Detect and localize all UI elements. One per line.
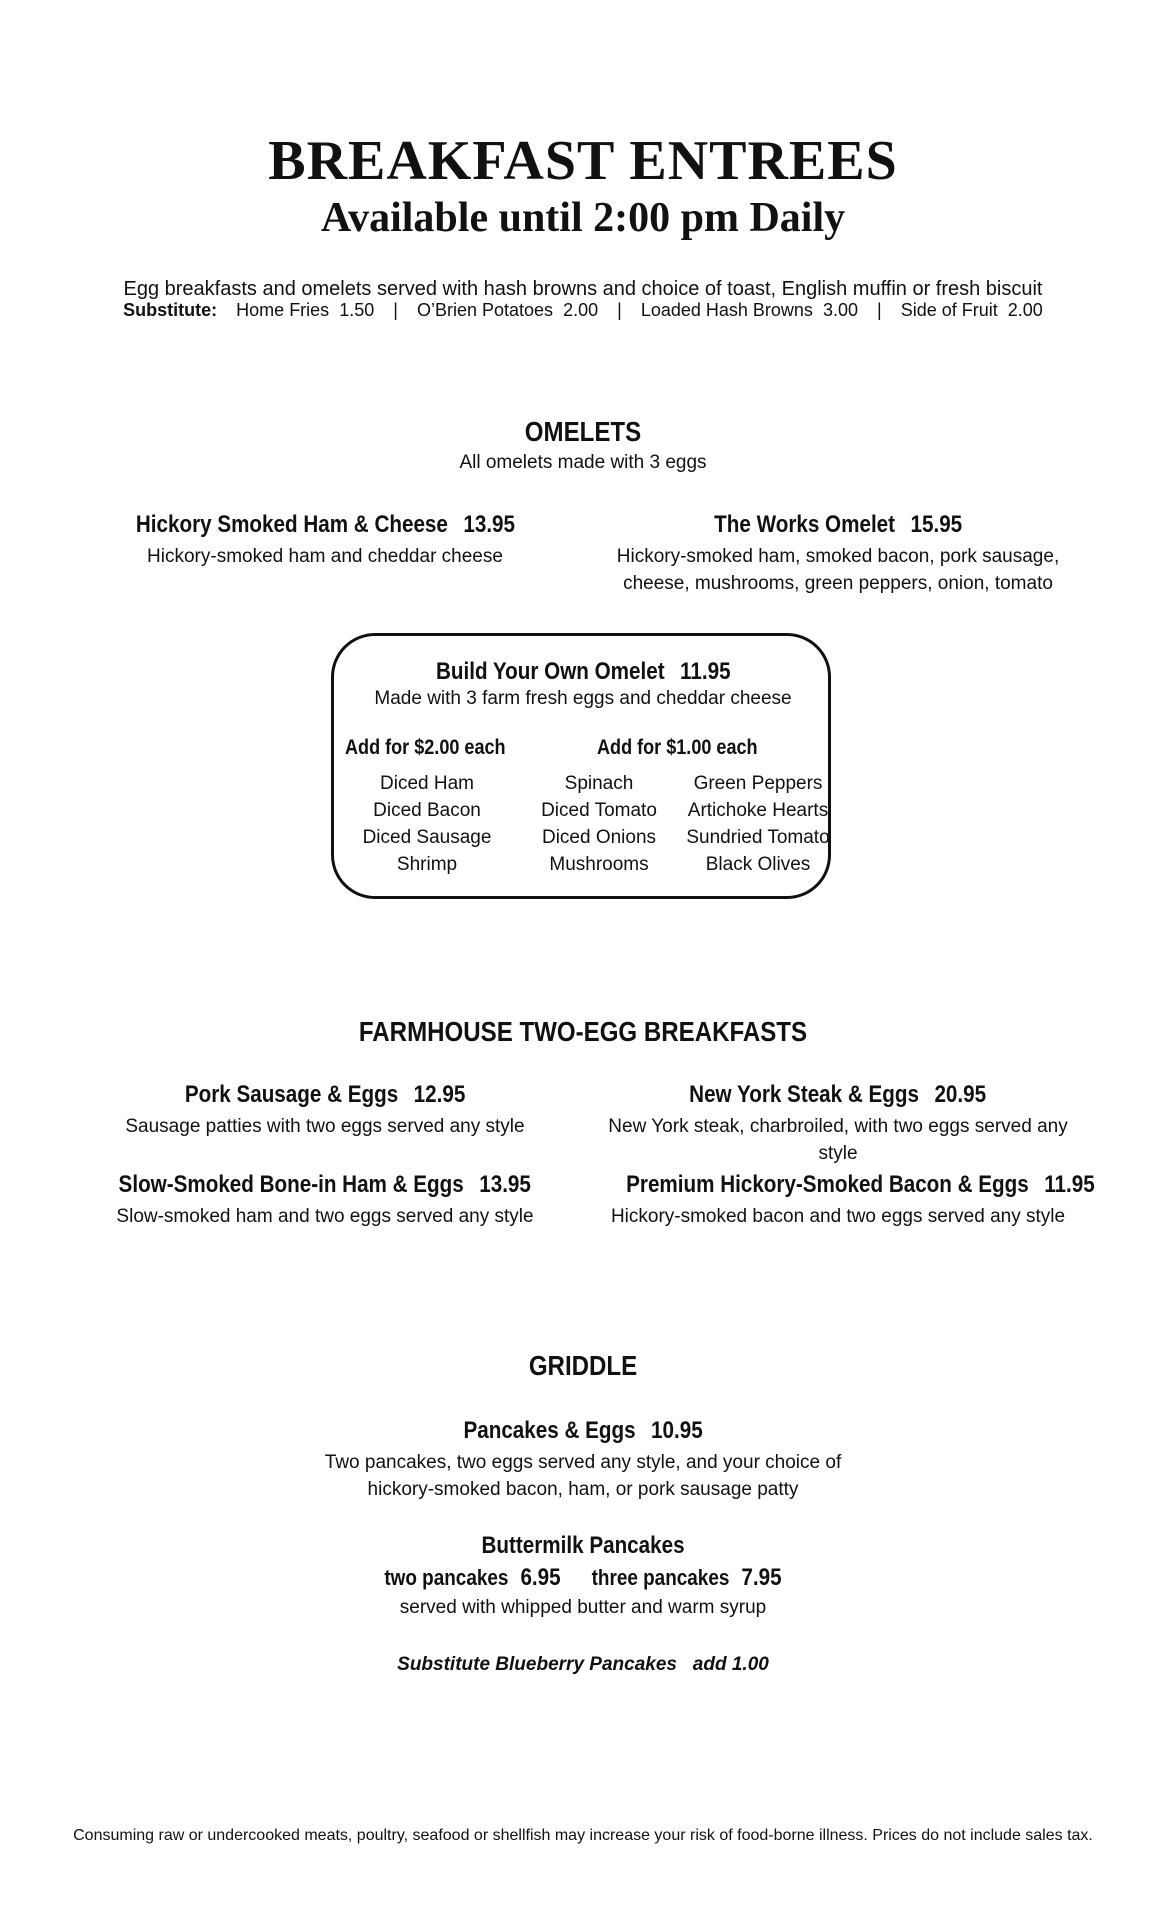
footer-disclaimer: Consuming raw or undercooked meats, poultry, seafood or shellfish may increase your risk of food-borne illness. Prices do not include sales tax. xyxy=(73,1827,1093,1844)
list-item: Sundried Tomato xyxy=(686,827,830,848)
substitute-option: Side of Fruit 2.00 xyxy=(900,300,1043,320)
item-title: Premium Hickory-Smoked Bacon & Eggs 11.95 xyxy=(626,1171,1095,1198)
build-omelet xyxy=(0,660,1166,684)
intro-text: Egg breakfasts and omelets served with hash browns and choice of toast, English muffin or fresh biscuit xyxy=(123,278,1043,300)
item-description: Slow-smoked ham and two eggs served any style xyxy=(116,1206,534,1227)
separator: | xyxy=(393,300,398,320)
list-item: Black Olives xyxy=(705,854,811,875)
item-description: New York steak, charbroiled, with two eggs served any style xyxy=(608,1116,1068,1164)
item-title: The Works Omelet 15.95 xyxy=(714,511,962,538)
section-heading-farmhouse: FARMHOUSE TWO-EGG BREAKFASTS xyxy=(358,1016,808,1047)
list-item: Spinach xyxy=(564,773,634,794)
build-omelet-description: Made with 3 farm fresh eggs and cheddar cheese xyxy=(374,688,792,709)
add-two-dollar-label: Add for $2.00 each xyxy=(345,736,506,759)
item-description: Hickory-smoked ham and cheddar cheese xyxy=(147,546,503,567)
item-description: Two pancakes, two eggs served any style, and your choice of hickory-smoked bacon, ham, or pork sausage patty xyxy=(324,1452,842,1500)
blueberry-substitute-note: Substitute Blueberry Pancakes add 1.00 xyxy=(397,1654,769,1675)
list-item: Diced Ham xyxy=(380,773,474,794)
substitute-line xyxy=(0,301,1166,321)
add-one-dollar-list-2 xyxy=(678,770,838,878)
section-heading-griddle: GRIDDLE xyxy=(528,1350,638,1381)
item-title: Buttermilk Pancakes xyxy=(481,1532,685,1559)
menu-item-ham-cheese xyxy=(85,513,565,570)
substitute-option: Loaded Hash Browns 3.00 xyxy=(640,300,858,320)
menu-item-pork-sausage xyxy=(85,1083,565,1140)
size-two-label: two pancakes xyxy=(384,1565,509,1590)
add-one-dollar-list-1 xyxy=(524,770,674,878)
list-item: Green Peppers xyxy=(693,773,823,794)
list-item: Diced Tomato xyxy=(541,800,657,821)
list-item: Mushrooms xyxy=(549,854,649,875)
size-two-price: 6.95 xyxy=(520,1564,561,1591)
item-title: Build Your Own Omelet 11.95 xyxy=(435,658,731,685)
section-heading-omelets: OMELETS xyxy=(524,416,642,447)
menu-item-ny-steak xyxy=(598,1083,1078,1167)
add-one-dollar-label: Add for $1.00 each xyxy=(597,736,758,759)
item-description: Sausage patties with two eggs served any style xyxy=(125,1116,525,1137)
add-two-dollar-list xyxy=(352,770,502,878)
separator: | xyxy=(617,300,622,320)
menu-item-buttermilk-pancakes xyxy=(0,1534,1166,1558)
item-title: New York Steak & Eggs 20.95 xyxy=(689,1081,987,1108)
buttermilk-description: served with whipped butter and warm syrup xyxy=(399,1597,767,1618)
item-description: Hickory-smoked bacon and two eggs served any style xyxy=(610,1206,1066,1227)
menu-item-works-omelet xyxy=(598,513,1078,597)
item-title: Pork Sausage & Eggs 12.95 xyxy=(184,1081,466,1108)
pancake-sizes xyxy=(0,1566,1166,1590)
substitute-option: Home Fries 1.50 xyxy=(236,300,375,320)
list-item: Diced Sausage xyxy=(362,827,492,848)
size-three-label: three pancakes xyxy=(591,1565,730,1590)
menu-item-hickory-bacon xyxy=(588,1171,1095,1230)
item-title: Slow-Smoked Bone-in Ham & Eggs 13.95 xyxy=(118,1171,532,1198)
size-three-price: 7.95 xyxy=(741,1564,782,1591)
separator: | xyxy=(877,300,882,320)
list-item: Diced Bacon xyxy=(373,800,481,821)
menu-item-pancakes-eggs xyxy=(0,1419,1166,1503)
list-item: Shrimp xyxy=(396,854,458,875)
omelets-note: All omelets made with 3 eggs xyxy=(459,452,707,473)
item-title: Hickory Smoked Ham & Cheese 13.95 xyxy=(135,511,515,538)
list-item: Artichoke Hearts xyxy=(687,800,829,821)
item-title: Pancakes & Eggs 10.95 xyxy=(463,1417,703,1444)
page-subtitle: Available until 2:00 pm Daily xyxy=(320,195,846,241)
substitute-label: Substitute: xyxy=(123,300,218,320)
substitute-option: O’Brien Potatoes 2.00 xyxy=(416,300,599,320)
item-description: Hickory-smoked ham, smoked bacon, pork sausage, cheese, mushrooms, green peppers, onion, tomato xyxy=(616,546,1060,594)
menu-item-bone-in-ham xyxy=(85,1173,565,1230)
page-title: BREAKFAST ENTREES xyxy=(268,130,898,192)
list-item: Diced Onions xyxy=(541,827,657,848)
